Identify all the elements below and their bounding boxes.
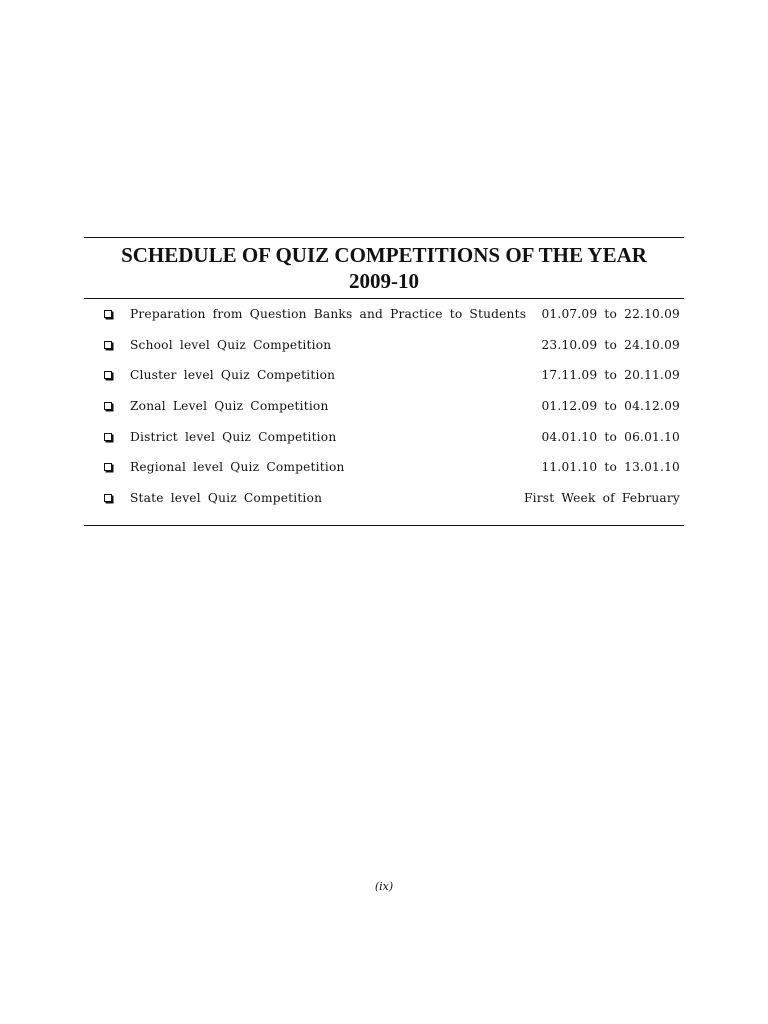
schedule-row bbox=[84, 338, 684, 369]
schedule-dates: 11.01.10 to 13.01.10 bbox=[541, 460, 680, 475]
schedule-row bbox=[84, 368, 684, 399]
title-line-1: SCHEDULE OF QUIZ COMPETITIONS OF THE YEAR bbox=[121, 243, 647, 267]
schedule-list bbox=[84, 299, 684, 525]
schedule-label: Zonal Level Quiz Competition bbox=[130, 399, 329, 414]
schedule-row bbox=[84, 399, 684, 430]
checkbox-bullet-icon bbox=[104, 310, 112, 318]
schedule-title bbox=[84, 242, 684, 294]
schedule-dates: 23.10.09 to 24.10.09 bbox=[541, 337, 680, 352]
schedule-label: Regional level Quiz Competition bbox=[130, 460, 345, 475]
schedule-row bbox=[84, 307, 684, 338]
schedule-row bbox=[84, 460, 684, 491]
schedule-label: District level Quiz Competition bbox=[130, 429, 337, 444]
checkbox-bullet-icon bbox=[104, 402, 112, 410]
checkbox-bullet-icon bbox=[104, 371, 112, 379]
schedule-dates: First Week of February bbox=[523, 491, 680, 506]
schedule-label: School level Quiz Competition bbox=[130, 337, 332, 352]
checkbox-bullet-icon bbox=[104, 341, 112, 349]
page-number: (ix) bbox=[374, 880, 394, 893]
schedule-label: State level Quiz Competition bbox=[130, 491, 323, 506]
schedule-dates: 17.11.09 to 20.11.09 bbox=[541, 368, 680, 383]
bottom-rule bbox=[84, 525, 684, 526]
schedule-label: Preparation from Question Banks and Practice to Students bbox=[130, 307, 527, 321]
schedule-row bbox=[84, 430, 684, 461]
schedule-row bbox=[84, 491, 684, 522]
schedule-section bbox=[84, 237, 684, 526]
checkbox-bullet-icon bbox=[104, 494, 112, 502]
schedule-dates: 01.12.09 to 04.12.09 bbox=[541, 399, 680, 414]
checkbox-bullet-icon bbox=[104, 463, 112, 471]
checkbox-bullet-icon bbox=[104, 433, 112, 441]
top-rule bbox=[84, 237, 684, 238]
schedule-label: Cluster level Quiz Competition bbox=[130, 368, 336, 383]
title-line-2: 2009-10 bbox=[349, 269, 419, 293]
schedule-dates: 01.07.09 to 22.10.09 bbox=[541, 307, 680, 321]
schedule-dates: 04.01.10 to 06.01.10 bbox=[541, 429, 680, 444]
